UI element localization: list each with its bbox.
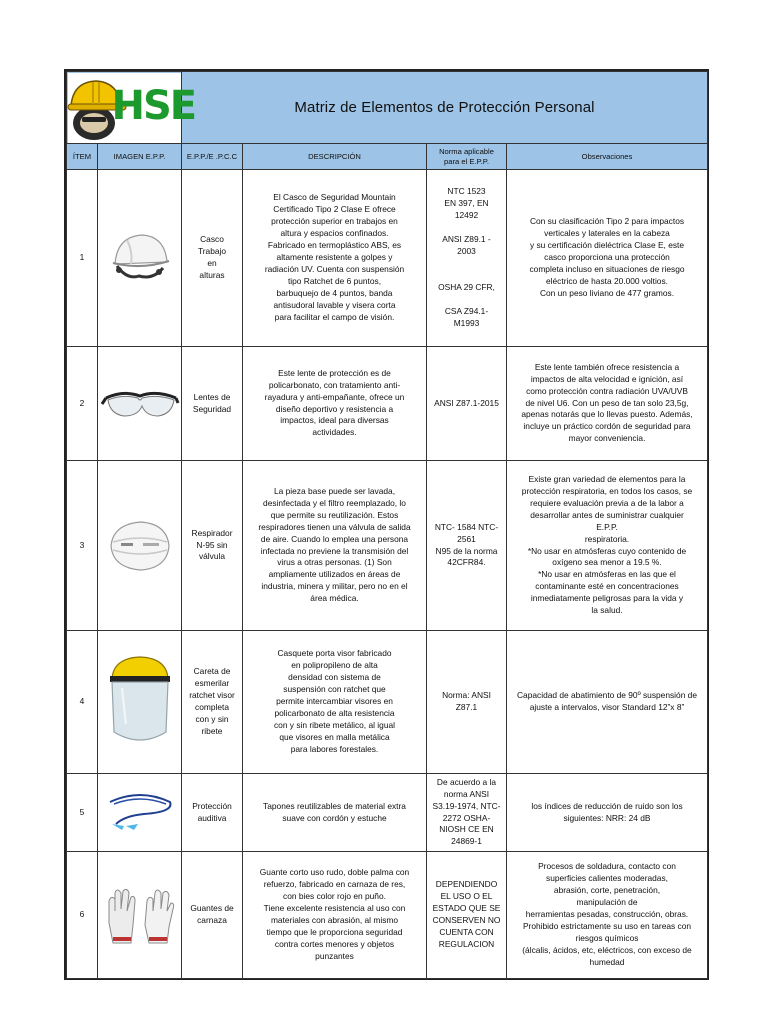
epp-norm: De acuerdo a la norma ANSI S3.19-1974, NTC- 2272 OSHA- NIOSH CE EN 24869-1 bbox=[427, 774, 507, 852]
respirator-mask-icon bbox=[105, 516, 175, 576]
row-item-number: 3 bbox=[67, 461, 98, 631]
earplugs-icon bbox=[104, 790, 176, 836]
col-header-norm: Norma aplicable para el E.P.P. bbox=[427, 144, 507, 170]
epp-description: Este lente de protección es de policarbonato, con tratamiento anti- rayadura y anti-empañante, ofrece un diseño deportivo y resistencia a impactos, ideal para diversas actividades. bbox=[243, 347, 427, 461]
epp-description: Tapones reutilizables de material extra suave con cordón y estuche bbox=[243, 774, 427, 852]
epp-name: Respirador N-95 sin válvula bbox=[182, 461, 243, 631]
row-item-number: 5 bbox=[67, 774, 98, 852]
epp-description: Guante corto uso rudo, doble palma con refuerzo, fabricado en carnaza de res, con bies color rojo en puño. Tiene excelente resistencia al uso con materiales con abrasión, al mismo tiempo que le proporciona seguridad contra cortes menores y objetos punzantes bbox=[243, 852, 427, 979]
table-row bbox=[67, 631, 708, 774]
epp-observations: Capacidad de abatimiento de 90º suspensión de ajuste a intervalos, visor Standard 12”x 8” bbox=[507, 631, 708, 774]
epp-name: Protección auditiva bbox=[182, 774, 243, 852]
corded-earplugs-image bbox=[98, 774, 182, 852]
logo-cell bbox=[67, 72, 196, 144]
face-shield-image bbox=[98, 631, 182, 774]
epp-norm: ANSI Z87.1-2015 bbox=[427, 347, 507, 461]
page-title: Matriz de Elementos de Protección Personal bbox=[182, 72, 708, 144]
column-header-row bbox=[67, 144, 708, 170]
helmet-icon bbox=[105, 230, 175, 286]
gloves-icon bbox=[103, 883, 177, 947]
epp-description: La pieza base puede ser lavada, desinfectada y el filtro reemplazado, lo que permite su reutilización. Estos respiradores tienen una válvula de salida de aire. Cuando lo emplea una persona infectada no previene la transmisión del virus a otras personas. (1) Son ampliamente utilizados en áreas de industria, minera y militar, pero no en el área médica. bbox=[243, 461, 427, 631]
epp-observations: Este lente también ofrece resistencia a impactos de alta velocidad e ignición, así como protección contra radiación UVA/UVB de nivel U6. Con un peso de tan solo 23,5g, apenas notarás que lo llevas puesto. Además, incluye un práctico cordón de seguridad para mayor conveniencia. bbox=[507, 347, 708, 461]
table-row bbox=[67, 852, 708, 979]
safety-glasses-image bbox=[98, 347, 182, 461]
safety-glasses-icon bbox=[102, 382, 178, 426]
epp-norm: DEPENDIENDO EL USO O EL ESTADO QUE SE CONSERVEN NO CUENTA CON REGULACION bbox=[427, 852, 507, 979]
title-row bbox=[67, 72, 708, 144]
epp-name: Careta de esmerilar ratchet visor completa con y sin ribete bbox=[182, 631, 243, 774]
epp-observations: Existe gran variedad de elementos para la protección respiratoria, en todos los casos, se requiere evaluación previa a de la labor a desarrollar antes de suministrar cualquier E.P.P. respiratoria. *No usar en atmósferas cuyo contenido de oxígeno sea menor a 19.5 %. *No usar en atmósferas en las que el contaminante esté en concentraciones inmediatamente peligrosas para la vida y la salud. bbox=[507, 461, 708, 631]
epp-name: Guantes de carnaza bbox=[182, 852, 243, 979]
epp-observations: Procesos de soldadura, contacto con superficies calientes moderadas, abrasión, corte, penetración, manipulación de herramientas pesadas, construcción, obras. Prohibido estrictamente su uso en tareas con riesgos químicos (álcalis, ácidos, etc, eléctricos, con exceso de humedad bbox=[507, 852, 708, 979]
row-item-number: 6 bbox=[67, 852, 98, 979]
col-header-item: ÍTEM bbox=[67, 144, 98, 170]
epp-name: Casco Trabajo en alturas bbox=[182, 170, 243, 347]
epp-description: Casquete porta visor fabricado en polipropileno de alta densidad con sistema de suspensión con ratchet que permite intercambiar visores en policarbonato de alta resistencia con y sin ribete metálico, al igual que visores en malla metálica para labores forestales. bbox=[243, 631, 427, 774]
table-row bbox=[67, 774, 708, 852]
row-item-number: 1 bbox=[67, 170, 98, 347]
col-header-epp: E.P.P./E .P.C.C bbox=[182, 144, 243, 170]
epp-description: El Casco de Seguridad Mountain Certificado Tipo 2 Clase E ofrece protección superior en trabajos en altura y espacios confinados. Fabricado en termoplástico ABS, es altamente resistente a golpes y radiación UV. Cuenta con suspensión tipo Ratchet de 6 puntos, barbuquejo de 4 puntos, banda antisudoral lavable y visera corta para facilitar el campo de visión. bbox=[243, 170, 427, 347]
epp-observations: Con su clasificación Tipo 2 para impactos verticales y laterales en la cabeza y su certificación dieléctrica Clase E, este casco proporciona una protección completa incluso en situaciones de riesgo eléctrico de hasta 20.000 voltios. Con un peso liviano de 477 gramos. bbox=[507, 170, 708, 347]
ppe-matrix bbox=[64, 69, 709, 980]
epp-norm: NTC 1523 EN 397, EN 12492 ANSI Z89.1 - 2003 OSHA 29 CFR, CSA Z94.1- M1993 bbox=[427, 170, 507, 347]
white-safety-helmet-image bbox=[98, 170, 182, 347]
col-header-observations: Observaciones bbox=[507, 144, 708, 170]
col-header-image: IMAGEN E.P.P. bbox=[98, 144, 182, 170]
row-item-number: 4 bbox=[67, 631, 98, 774]
hse-logo bbox=[68, 73, 196, 143]
n95-respirator-image bbox=[98, 461, 182, 631]
leather-gloves-image bbox=[98, 852, 182, 979]
epp-norm: NTC- 1584 NTC- 2561 N95 de la norma 42CFR84. bbox=[427, 461, 507, 631]
table-row bbox=[67, 170, 708, 347]
face-shield-icon bbox=[104, 652, 176, 752]
table-row bbox=[67, 347, 708, 461]
row-item-number: 2 bbox=[67, 347, 98, 461]
epp-observations: los índices de reducción de ruido son los siguientes: NRR: 24 dB bbox=[507, 774, 708, 852]
col-header-description: DESCRIPCIÓN bbox=[243, 144, 427, 170]
epp-norm: Norma: ANSI Z87.1 bbox=[427, 631, 507, 774]
epp-name: Lentes de Seguridad bbox=[182, 347, 243, 461]
hse-logo-text: HSE bbox=[111, 82, 196, 129]
table-row bbox=[67, 461, 708, 631]
ppe-table bbox=[66, 71, 708, 979]
